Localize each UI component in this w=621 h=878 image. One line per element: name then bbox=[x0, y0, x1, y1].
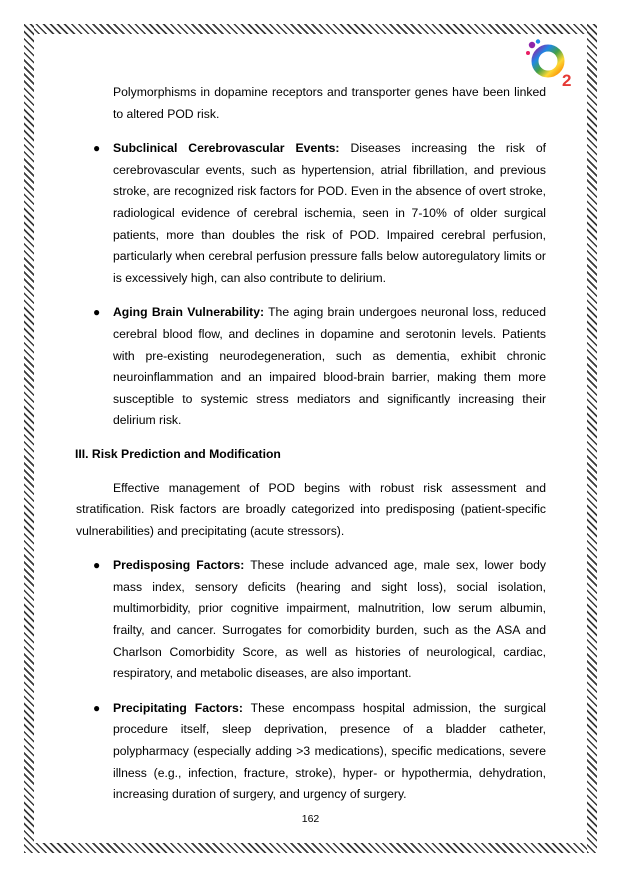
bullet-icon: ● bbox=[93, 305, 101, 320]
bullet-text: These include advanced age, male sex, lower body mass index, sensory deficits (hearing and sight loss), social isolation, multimorbidity, prior cognitive impairment, malnutrition, low serum albumin, frailty, and cancer. Surrogates for comorbidity burden, such as the ASA and Charlson Comorbidity Score, as well as histories of neurological, cardiac, respiratory, and metabolic diseases, are also important. bbox=[113, 558, 547, 681]
intro-paragraph: Effective management of POD begins with robust risk assessment and stratification. Risk factors are broadly categorized into predisposing (patient-specific vulnerabilities) and precipitating (acute stressors). bbox=[76, 480, 546, 538]
section-heading: III. Risk Prediction and Modification bbox=[75, 446, 281, 461]
continuation-paragraph: Polymorphisms in dopamine receptors and transporter genes have been linked to altered POD risk. bbox=[113, 85, 546, 121]
page-number: 162 bbox=[301, 813, 320, 825]
bullet-predisposing-factors bbox=[93, 555, 547, 685]
bullet-text: The aging brain undergoes neuronal loss, reduced cerebral blood flow, and declines in dopamine and serotonin levels. Patients with pre-existing neurodegeneration, such as dementia, exhibit chronic neuroinflammation and an impaired blood-brain barrier, making them more susceptible to systemic stress mediators and significantly increasing their delirium risk. bbox=[113, 305, 546, 428]
bullet-title: Subclinical Cerebrovascular Events: bbox=[113, 141, 340, 156]
page-border-left bbox=[24, 24, 34, 853]
bullet-icon: ● bbox=[93, 141, 101, 156]
page-content bbox=[76, 82, 546, 806]
bullet-aging-brain-vulnerability bbox=[93, 302, 546, 432]
bullet-precipitating-factors bbox=[93, 698, 546, 806]
page-border-top bbox=[24, 24, 597, 34]
bullet-title: Predisposing Factors: bbox=[113, 558, 245, 573]
page-border-bottom bbox=[24, 843, 597, 853]
svg-text:2: 2 bbox=[562, 71, 572, 90]
bullet-title: Precipitating Factors: bbox=[113, 700, 243, 715]
page-border-right bbox=[587, 24, 597, 853]
bullet-icon: ● bbox=[93, 700, 101, 715]
bullet-subclinical-cerebrovascular-events bbox=[93, 138, 546, 289]
bullet-text: Diseases increasing the risk of cerebrovascular events, such as hypertension, atrial fibrillation, and previous stroke, are recognized risk factors for POD. Even in the absence of overt stroke, radiological evidence of cerebral ischemia, seen in 7-10% of older surgical patients, more than doubles the risk of POD. Impaired cerebral perfusion, particularly when cerebral perfusion pressure falls below autoregulatory limits or is excessively high, can also contribute to delirium. bbox=[113, 141, 546, 285]
bullet-icon: ● bbox=[93, 558, 101, 573]
bullet-title: Aging Brain Vulnerability: bbox=[113, 305, 265, 320]
bullet-text: These encompass hospital admission, the surgical procedure itself, sleep deprivation, presence of a bladder catheter, polypharmacy (especially adding >3 medications), specific medications, severe illness (e.g., infection, fracture, stroke), hyper- or hypothermia, dehydration, increasing duration of surgery, and urgency of surgery. bbox=[113, 700, 546, 802]
